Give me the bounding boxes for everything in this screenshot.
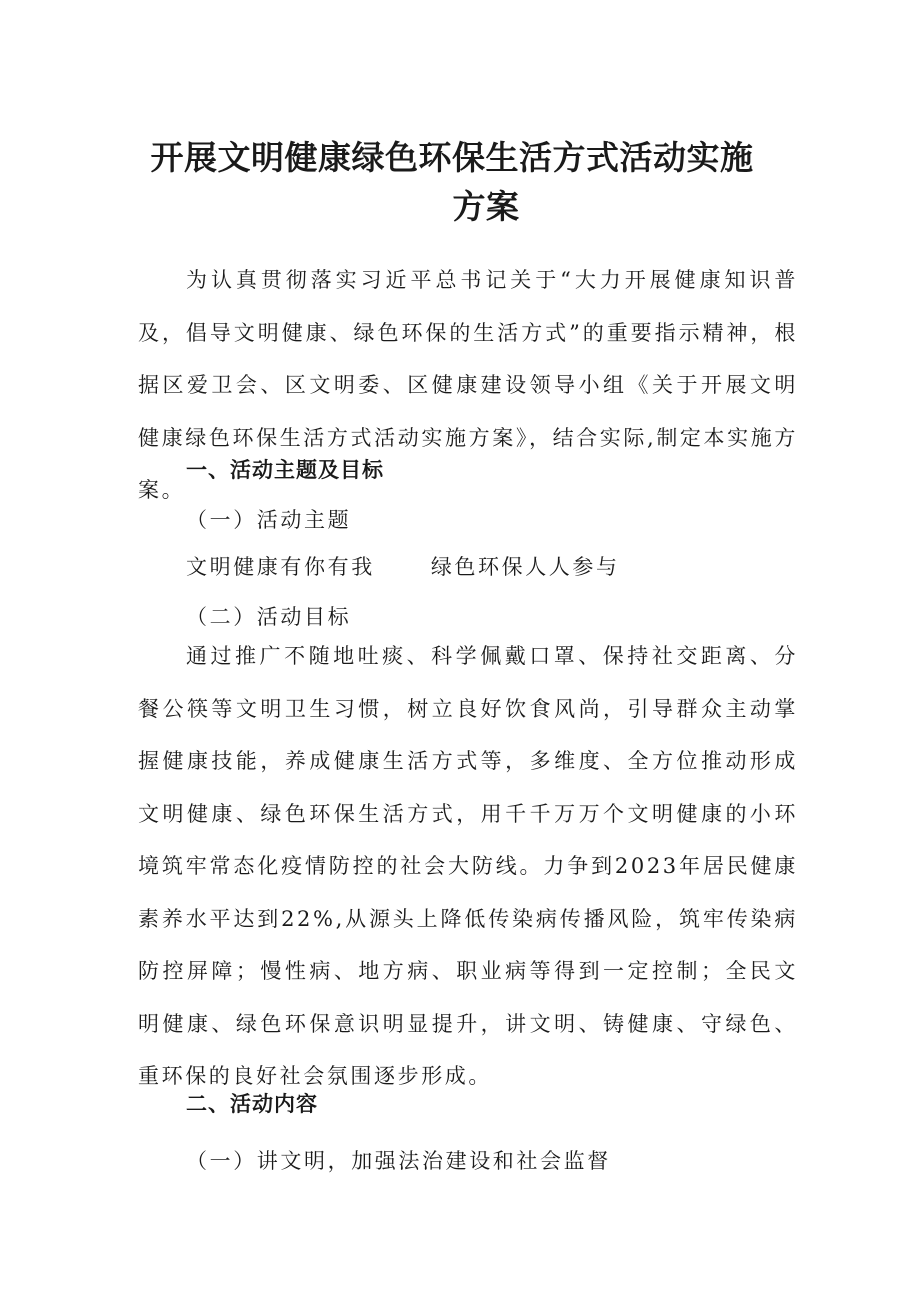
document-title-line2: 方案 [452,187,520,226]
section2-heading: 二、活动内容 [186,1092,318,1116]
document-title-line1: 开展文明健康绿色环保生活方式活动实施 [150,138,754,177]
section2-subheading-civility: （一）讲文明，加强法治建设和社会监督 [186,1149,611,1173]
section1-subheading-goals: （二）活动目标 [186,605,352,629]
theme-part2: 绿色环保人人参与 [430,555,620,579]
section1-heading: 一、活动主题及目标 [186,458,384,482]
goals-paragraph: 通过推广不随地吐痰、科学佩戴口罩、保持社交距离、分餐公筷等文明卫生习惯，树立良好饮食风尚，引导群众主动掌握健康技能，养成健康生活方式等，多维度、全方位推动形成文明健康、绿色环保生活方式，用千千万万个文明健康的小环境筑牢常态化疫情防控的社会大防线。力争到2023年居民健康素养水平达到22%,从源头上降低传染病传播风险，筑牢传染病防控屏障；慢性病、地方病、职业病等得到一定控制；全民文明健康、绿色环保意识明显提升，讲文明、铸健康、守绿色、重环保的良好社会氛围逐步形成。 [138,644,798,1088]
theme-part1: 文明健康有你有我 [186,555,375,579]
intro-paragraph: 为认真贯彻落实习近平总书记关于“大力开展健康知识普及，倡导文明健康、绿色环保的生活方式”的重要指示精神，根据区爱卫会、区文明委、区健康建设领导小组《关于开展文明健康绿色环保生活方式活动实施方案》，结合实际,制定本实施方案。 [138,268,798,502]
section1-subheading-theme: （一）活动主题 [186,508,352,532]
activity-theme-line [186,557,620,578]
